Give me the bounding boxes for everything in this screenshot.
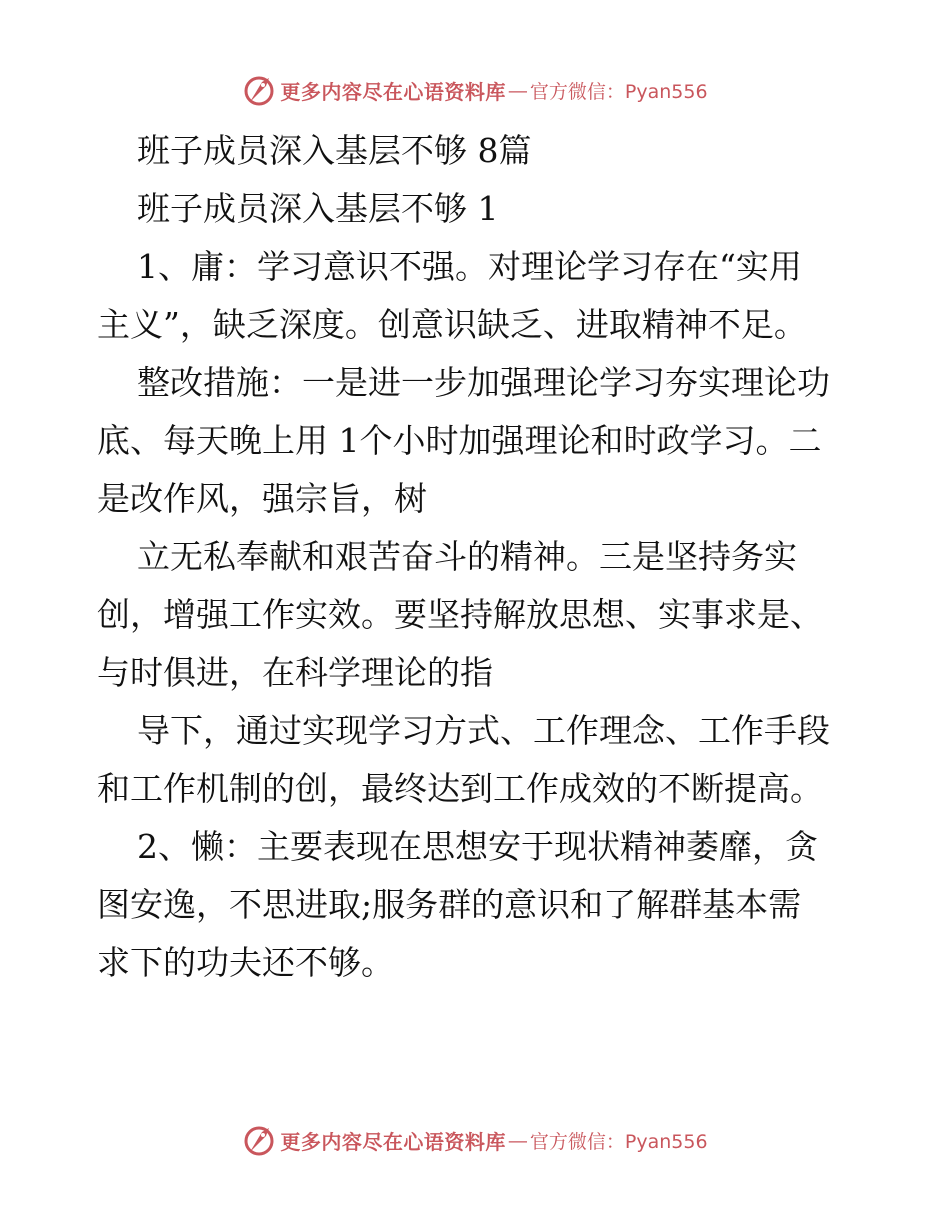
banner-text: 更多内容尽在心语资料库: [280, 79, 506, 104]
document-title: 班子成员深入基层不够 8篇: [137, 131, 532, 170]
banner-separator: —: [507, 1128, 528, 1152]
banner-separator: —: [507, 78, 528, 102]
paragraph-line: 整改措施：一是进一步加强理论学习夯实理论功: [137, 363, 830, 402]
paragraph-line: 1、庸：学习意识不强。对理论学习存在“实用: [137, 247, 802, 286]
pen-logo-icon: [242, 1122, 278, 1158]
section-heading: 班子成员深入基层不够 1: [137, 189, 499, 228]
banner-wechat: 官方微信：Pyan556: [529, 80, 708, 103]
paragraph-line: 创，增强工作实效。要坚持解放思想、实事求是、: [97, 595, 823, 634]
document-body: [97, 122, 857, 992]
pen-logo-icon: [242, 72, 278, 108]
paragraph-line: 导下，通过实现学习方式、工作理念、工作手段: [137, 711, 830, 750]
footer-banner: [0, 1120, 950, 1160]
banner-text: 更多内容尽在心语资料库: [280, 1129, 506, 1154]
paragraph-line: 图安逸，不思进取;服务群的意识和了解群基本需: [97, 885, 802, 924]
paragraph-line: 2、懒：主要表现在思想安于现状精神萎靡，贪: [137, 827, 818, 866]
paragraph-line: 底、每天晚上用 1个小时加强理论和时政学习。二: [97, 421, 822, 460]
paragraph-line: 和工作机制的创，最终达到工作成效的不断提高。: [97, 769, 823, 808]
paragraph-line: 是改作风，强宗旨，树: [97, 479, 427, 518]
paragraph-line: 与时俱进，在科学理论的指: [97, 653, 493, 692]
paragraph-line: 立无私奉献和艰苦奋斗的精神。三是坚持务实: [137, 537, 797, 576]
paragraph-line: 求下的功夫还不够。: [97, 943, 394, 982]
paragraph-line: 主义”，缺乏深度。创意识缺乏、进取精神不足。: [97, 305, 807, 344]
banner-wechat: 官方微信：Pyan556: [529, 1130, 708, 1153]
header-banner: [0, 70, 950, 110]
